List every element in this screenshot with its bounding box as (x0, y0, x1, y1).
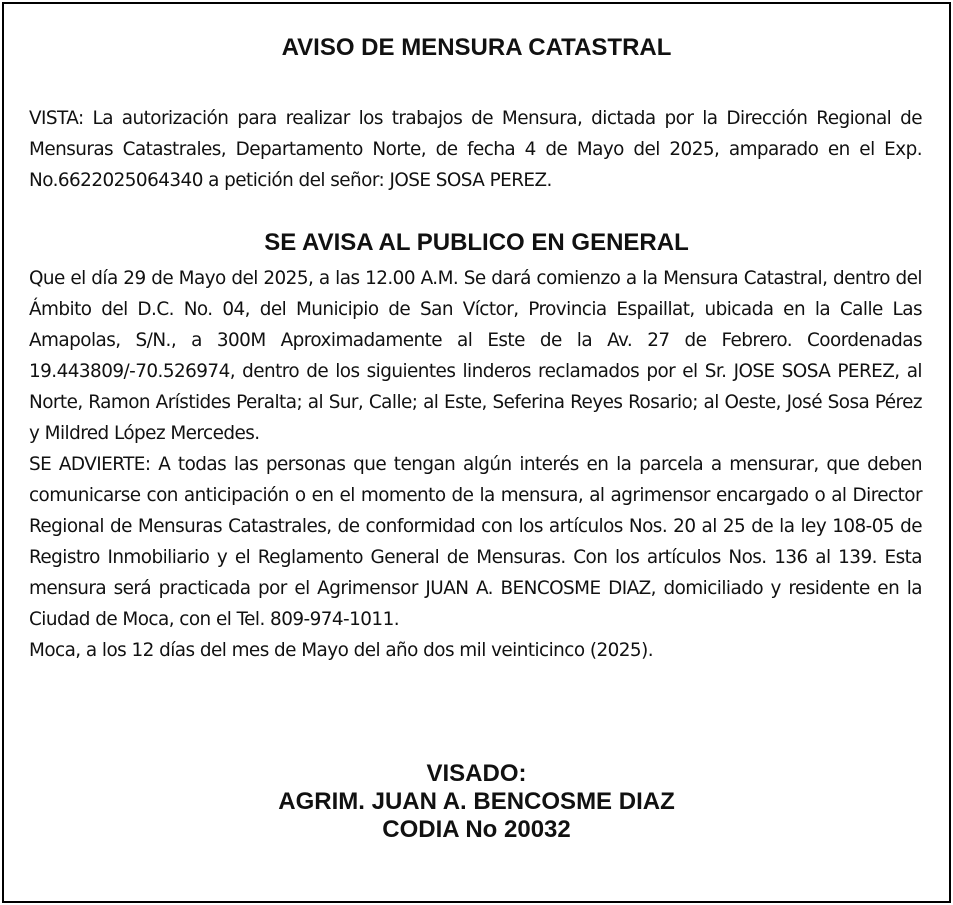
codia-number: CODIA No 20032 (382, 816, 571, 843)
warning-paragraph: SE ADVIERTE: A todas las personas que tengan algún interés en la parcela a mensurar, que deben comunicarse con anticipación o en el momento de la mensura, al agrimensor encargado o al Director Regional de Mensuras Catastrales, de conformidad con los artículos Nos. 20 al 25 de la ley 108-05 de Registro Inmobiliario y el Reglamento General de Mensuras. Con los artículos Nos. 136 al 139. Esta mensura será practicada por el Agrimensor JUAN A. BENCOSME DIAZ, domiciliado y residente en la Ciudad de Moca, con el Tel. 809-974-1011. (29, 454, 922, 630)
notice-title: AVISO DE MENSURA CATASTRAL (281, 34, 672, 61)
visado-label: VISADO: (426, 760, 527, 787)
notice-paragraph: Que el día 29 de Mayo del 2025, a las 12.00 A.M. Se dará comienzo a la Mensura Catastral, dentro del Ámbito del D.C. No. 04, del Municipio de San Víctor, Provincia Espaillat, ubicada en la Calle Las Amapolas, S/N., a 300M Aproximadamente al Este de la Av. 27 de Febrero. Coordenadas 19.443809/-70.526974, dentro de los siguientes linderos reclamados por el Sr. JOSE SOSA PEREZ, al Norte, Ramon Arístides Peralta; al Sur, Calle; al Este, Seferina Reyes Rosario; al Oeste, José Sosa Pérez y Mildred López Mercedes. (29, 268, 922, 444)
vista-paragraph: VISTA: La autorización para realizar los trabajos de Mensura, dictada por la Dirección Regional de Mensuras Catastrales, Departamento Norte, de fecha 4 de Mayo del 2025, amparado en el Exp. No.6622025064340 a petición del señor: JOSE SOSA PEREZ. (29, 108, 922, 191)
notice-frame (2, 2, 951, 903)
signer-name: AGRIM. JUAN A. BENCOSME DIAZ (278, 788, 675, 815)
signature-block (4, 760, 949, 844)
notice-subtitle: SE AVISA AL PUBLICO EN GENERAL (264, 229, 689, 256)
closing-line: Moca, a los 12 días del mes de Mayo del año dos mil veinticinco (2025). (29, 640, 653, 661)
notice-body (29, 263, 922, 666)
